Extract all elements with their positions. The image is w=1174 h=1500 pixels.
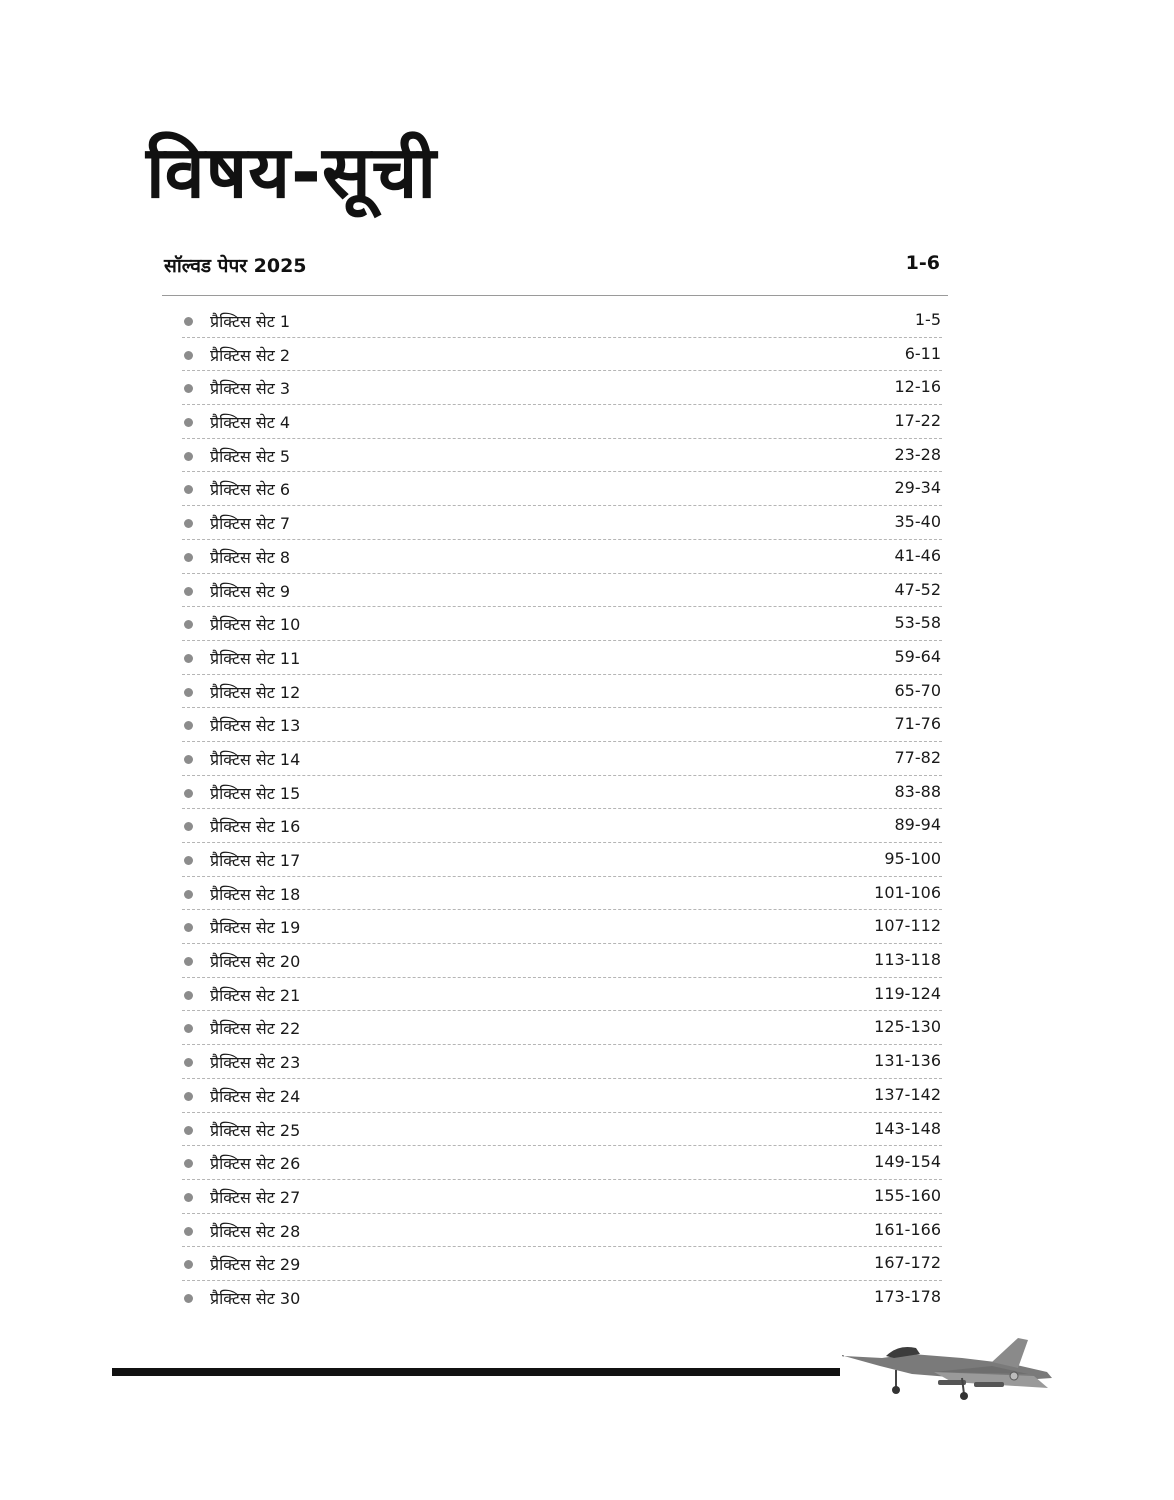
section-page-range: 1-6 bbox=[905, 252, 940, 274]
toc-item-page-range: 125-130 bbox=[874, 1017, 941, 1037]
toc-item-page-range: 161-166 bbox=[874, 1219, 941, 1239]
toc-item[interactable] bbox=[182, 472, 942, 506]
toc-item-label: प्रैक्टिस सेट 30 bbox=[210, 1288, 301, 1308]
bullet-icon bbox=[184, 1024, 193, 1033]
toc-item[interactable] bbox=[182, 1011, 942, 1045]
toc-item[interactable] bbox=[182, 776, 942, 810]
toc-item[interactable] bbox=[182, 1113, 942, 1147]
toc-item-page-range: 23-28 bbox=[894, 444, 941, 464]
toc-item[interactable] bbox=[182, 371, 942, 405]
toc-item[interactable] bbox=[182, 843, 942, 877]
toc-item-page-range: 155-160 bbox=[874, 1185, 941, 1205]
bullet-icon bbox=[184, 721, 193, 730]
toc-item-label: प्रैक्टिस सेट 25 bbox=[210, 1120, 301, 1140]
toc-item-page-range: 47-52 bbox=[894, 579, 941, 599]
toc-item-label: प्रैक्टिस सेट 17 bbox=[210, 851, 301, 870]
bullet-icon bbox=[184, 1193, 193, 1202]
toc-item-page-range: 53-58 bbox=[894, 613, 941, 633]
toc-item-label: प्रैक्टिस सेट 27 bbox=[210, 1187, 301, 1207]
toc-item-page-range: 167-172 bbox=[874, 1253, 941, 1273]
toc-item-page-range: 149-154 bbox=[874, 1152, 941, 1172]
page-title: विषय-सूची bbox=[146, 130, 437, 214]
bullet-icon bbox=[184, 688, 193, 697]
toc-item[interactable] bbox=[182, 607, 942, 641]
toc-item-page-range: 77-82 bbox=[894, 747, 941, 767]
toc-item-label: प्रैक्टिस सेट 18 bbox=[210, 884, 301, 904]
fighter-jet-illustration bbox=[842, 1336, 1058, 1408]
toc-item-label: प्रैक्टिस सेट 13 bbox=[210, 716, 301, 736]
bullet-icon bbox=[184, 1092, 193, 1101]
toc-item-page-range: 89-94 bbox=[894, 815, 941, 835]
toc-item[interactable] bbox=[182, 944, 942, 978]
toc-item-label: प्रैक्टिस सेट 20 bbox=[210, 952, 301, 972]
bullet-icon bbox=[184, 418, 193, 427]
bullet-icon bbox=[184, 654, 193, 663]
toc-item-label: प्रैक्टिस सेट 4 bbox=[210, 413, 291, 433]
toc-item[interactable] bbox=[182, 405, 942, 439]
toc-item[interactable] bbox=[182, 877, 942, 911]
toc-item-page-range: 41-46 bbox=[894, 545, 941, 565]
toc-item-label: प्रैक्टिस सेट 6 bbox=[210, 480, 291, 500]
toc-item-page-range: 59-64 bbox=[894, 646, 941, 666]
toc-item-label: प्रैक्टिस सेट 19 bbox=[210, 918, 301, 938]
toc-item[interactable] bbox=[182, 1281, 942, 1315]
toc-item-label: प्रैक्टिस सेट 23 bbox=[210, 1053, 301, 1073]
toc-item[interactable] bbox=[182, 1180, 942, 1214]
bullet-icon bbox=[184, 1260, 193, 1269]
bullet-icon bbox=[184, 1159, 193, 1168]
toc-item[interactable] bbox=[182, 708, 942, 742]
toc-item[interactable] bbox=[182, 1247, 942, 1281]
bullet-icon bbox=[184, 384, 193, 393]
toc-item-label: प्रैक्टिस सेट 15 bbox=[210, 783, 301, 803]
bullet-icon bbox=[184, 452, 193, 461]
toc-item[interactable] bbox=[182, 1079, 942, 1113]
toc-item-label: प्रैक्टिस सेट 28 bbox=[210, 1221, 301, 1241]
toc-item[interactable] bbox=[182, 1146, 942, 1180]
toc-item[interactable] bbox=[182, 910, 942, 944]
bullet-icon bbox=[184, 1227, 193, 1236]
bullet-icon bbox=[184, 890, 193, 899]
toc-item-page-range: 95-100 bbox=[884, 849, 941, 868]
toc-item-page-range: 83-88 bbox=[894, 781, 941, 801]
toc-item-label: प्रैक्टिस सेट 2 bbox=[210, 345, 291, 365]
section-header-solved-paper[interactable] bbox=[162, 246, 948, 296]
toc-item-page-range: 143-148 bbox=[874, 1118, 941, 1138]
bullet-icon bbox=[184, 620, 193, 629]
toc-item-page-range: 17-22 bbox=[894, 411, 941, 431]
toc-item[interactable] bbox=[182, 304, 942, 338]
bullet-icon bbox=[184, 755, 193, 764]
toc-item-label: प्रैक्टिस सेट 8 bbox=[210, 547, 291, 567]
bullet-icon bbox=[184, 1294, 193, 1303]
footer-bar bbox=[112, 1368, 840, 1376]
toc-item-label: प्रैक्टिस सेट 16 bbox=[210, 817, 301, 837]
toc-item-page-range: 65-70 bbox=[894, 680, 941, 700]
toc-item-label: प्रैक्टिस सेट 24 bbox=[210, 1086, 301, 1106]
toc-item[interactable] bbox=[182, 574, 942, 608]
bullet-icon bbox=[184, 957, 193, 966]
bullet-icon bbox=[184, 991, 193, 1000]
toc-item-label: प्रैक्टिस सेट 12 bbox=[210, 682, 301, 702]
toc-item-label: प्रैक्टिस सेट 21 bbox=[210, 985, 301, 1005]
toc-item-page-range: 131-136 bbox=[874, 1051, 941, 1071]
toc-item-label: प्रैक्टिस सेट 14 bbox=[210, 749, 301, 769]
toc-item[interactable] bbox=[182, 675, 942, 709]
section-title: सॉल्वड पेपर 2025 bbox=[164, 255, 307, 277]
toc-item[interactable] bbox=[182, 1214, 942, 1248]
toc-item-label: प्रैक्टिस सेट 10 bbox=[210, 615, 301, 635]
toc-item-label: प्रैक्टिस सेट 26 bbox=[210, 1154, 301, 1174]
toc-item[interactable] bbox=[182, 742, 942, 776]
toc-item-page-range: 29-34 bbox=[894, 478, 941, 498]
toc-item[interactable] bbox=[182, 540, 942, 574]
toc-item[interactable] bbox=[182, 978, 942, 1012]
bullet-icon bbox=[184, 587, 193, 596]
toc-item-label: प्रैक्टिस सेट 1 bbox=[210, 312, 291, 331]
bullet-icon bbox=[184, 856, 193, 865]
toc-item-page-range: 113-118 bbox=[874, 950, 941, 970]
toc-item-page-range: 12-16 bbox=[894, 377, 941, 397]
bullet-icon bbox=[184, 1058, 193, 1067]
toc-item-page-range: 173-178 bbox=[874, 1286, 941, 1306]
toc-list bbox=[182, 304, 942, 1315]
toc-item-label: प्रैक्टिस सेट 5 bbox=[210, 446, 291, 466]
bullet-icon bbox=[184, 519, 193, 528]
toc-item[interactable] bbox=[182, 809, 942, 843]
bullet-icon bbox=[184, 789, 193, 798]
toc-item-label: प्रैक्टिस सेट 9 bbox=[210, 581, 291, 601]
bullet-icon bbox=[184, 553, 193, 562]
bullet-icon bbox=[184, 351, 193, 360]
toc-item-page-range: 101-106 bbox=[874, 882, 941, 902]
toc-item-label: प्रैक्टिस सेट 11 bbox=[210, 648, 301, 668]
toc-item-label: प्रैक्टिस सेट 22 bbox=[210, 1019, 301, 1039]
bullet-icon bbox=[184, 485, 193, 494]
toc-item-page-range: 107-112 bbox=[874, 916, 941, 936]
toc-item-page-range: 35-40 bbox=[894, 512, 941, 532]
toc-item[interactable] bbox=[182, 641, 942, 675]
toc-item[interactable] bbox=[182, 506, 942, 540]
toc-item-label: प्रैक्टिस सेट 3 bbox=[210, 379, 291, 399]
bullet-icon bbox=[184, 923, 193, 932]
toc-item-page-range: 71-76 bbox=[894, 714, 941, 734]
toc-item-page-range: 6-11 bbox=[904, 343, 941, 363]
bullet-icon bbox=[184, 822, 193, 831]
bullet-icon bbox=[184, 1126, 193, 1135]
toc-item[interactable] bbox=[182, 338, 942, 372]
toc-item-page-range: 137-142 bbox=[874, 1084, 941, 1104]
toc-item[interactable] bbox=[182, 1045, 942, 1079]
toc-item-page-range: 119-124 bbox=[874, 983, 941, 1003]
bullet-icon bbox=[184, 317, 193, 326]
toc-item-label: प्रैक्टिस सेट 7 bbox=[210, 514, 291, 534]
toc-item-label: प्रैक्टिस सेट 29 bbox=[210, 1255, 301, 1275]
toc-item[interactable] bbox=[182, 439, 942, 473]
toc-item-page-range: 1-5 bbox=[914, 310, 941, 329]
